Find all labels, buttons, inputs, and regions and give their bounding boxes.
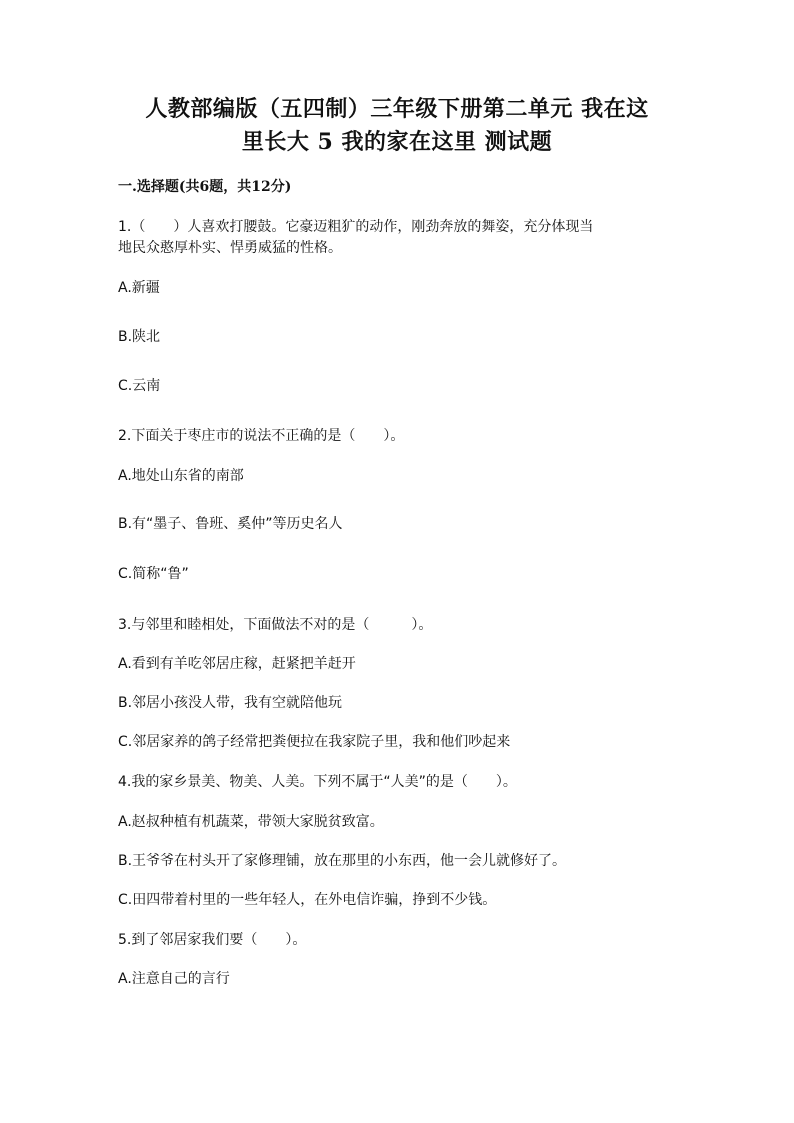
question-5-stem: 5.到了邻居家我们要（ ）。 xyxy=(118,932,307,948)
section-heading: 一.选择题(共6题，共12分) xyxy=(118,179,292,195)
question-1-option-c: C.云南 xyxy=(118,378,161,394)
question-2-option-b: B.有“墨子、鲁班、奚仲”等历史名人 xyxy=(118,516,343,532)
question-3-option-a: A.看到有羊吃邻居庄稼，赶紧把羊赶开 xyxy=(118,656,356,672)
question-2-option-a: A.地处山东省的南部 xyxy=(118,468,244,484)
question-4-option-a: A.赵叔种植有机蔬菜，带领大家脱贫致富。 xyxy=(118,814,384,830)
question-1-stem-line-1: 1.（ ）人喜欢打腰鼓。它豪迈粗犷的动作，刚劲奔放的舞姿，充分体现当 xyxy=(118,219,594,235)
title-line-2: 里长大 5 我的家在这里 测试题 xyxy=(241,129,553,155)
question-4-option-b: B.王爷爷在村头开了家修理铺，放在那里的小东西，他一会儿就修好了。 xyxy=(118,853,567,869)
question-1-option-a: A.新疆 xyxy=(118,280,160,296)
question-3-option-b: B.邻居小孩没人带，我有空就陪他玩 xyxy=(118,695,343,711)
question-1-option-b: B.陕北 xyxy=(118,329,161,345)
question-3-stem: 3.与邻里和睦相处，下面做法不对的是（ ）。 xyxy=(118,617,433,633)
page-title xyxy=(110,93,684,159)
title-line-1: 人教部编版（五四制）三年级下册第二单元 我在这 xyxy=(145,96,649,122)
question-1-stem-line-2: 地民众憨厚朴实、悍勇威猛的性格。 xyxy=(118,240,342,256)
question-5-option-a: A.注意自己的言行 xyxy=(118,971,230,987)
question-3-option-c: C.邻居家养的鸽子经常把粪便拉在我家院子里，我和他们吵起来 xyxy=(118,734,511,750)
question-2-option-c: C.简称“鲁” xyxy=(118,566,189,582)
question-2-stem: 2.下面关于枣庄市的说法不正确的是（ ）。 xyxy=(118,428,405,444)
question-4-option-c: C.田四带着村里的一些年轻人，在外电信诈骗，挣到不少钱。 xyxy=(118,892,497,908)
question-4-stem: 4.我的家乡景美、物美、人美。下列不属于“人美”的是（ ）。 xyxy=(118,774,517,790)
